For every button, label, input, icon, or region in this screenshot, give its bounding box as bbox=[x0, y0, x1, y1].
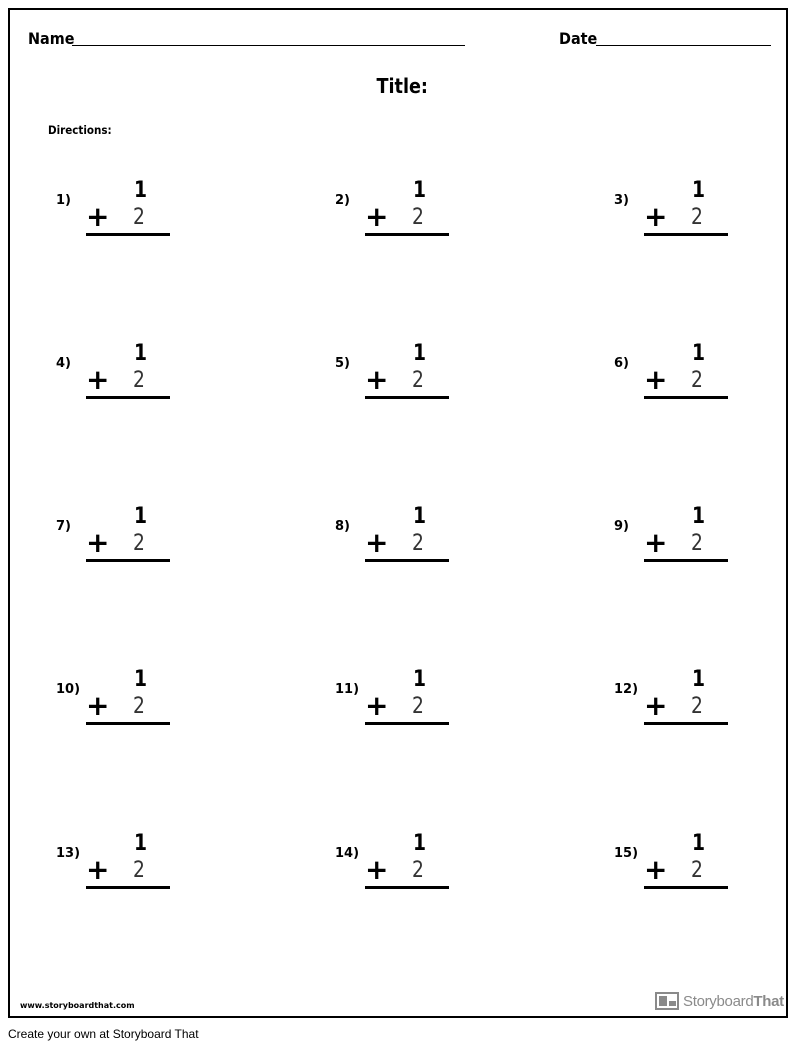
answer-line[interactable] bbox=[365, 722, 449, 725]
directions-label: Directions: bbox=[48, 123, 112, 137]
addend-bottom: 2 bbox=[412, 368, 424, 393]
problem-number: 4) bbox=[56, 356, 71, 371]
answer-line[interactable] bbox=[365, 233, 449, 236]
answer-line[interactable] bbox=[86, 722, 170, 725]
addend-top: 1 bbox=[413, 831, 427, 856]
problem-item bbox=[335, 341, 465, 411]
plus-sign: + bbox=[365, 200, 389, 233]
addend-bottom: 2 bbox=[691, 694, 703, 719]
problem-item bbox=[56, 504, 186, 574]
problem-item bbox=[335, 504, 465, 574]
plus-sign: + bbox=[644, 200, 668, 233]
storyboardthat-logo bbox=[655, 991, 784, 1011]
answer-line[interactable] bbox=[644, 233, 728, 236]
addend-top: 1 bbox=[134, 504, 148, 529]
problem-item bbox=[614, 667, 744, 737]
addend-top: 1 bbox=[134, 341, 148, 366]
plus-sign: + bbox=[86, 363, 110, 396]
answer-line[interactable] bbox=[86, 233, 170, 236]
problem-item bbox=[56, 667, 186, 737]
addend-top: 1 bbox=[134, 667, 148, 692]
problem-number: 13) bbox=[56, 846, 81, 861]
addend-bottom: 2 bbox=[412, 205, 424, 230]
problem-item bbox=[56, 178, 186, 248]
problem-number: 3) bbox=[614, 193, 629, 208]
addend-top: 1 bbox=[692, 831, 706, 856]
bottom-caption: Create your own at Storyboard That bbox=[8, 1027, 199, 1041]
plus-sign: + bbox=[365, 689, 389, 722]
addend-top: 1 bbox=[413, 504, 427, 529]
plus-sign: + bbox=[644, 689, 668, 722]
problem-number: 5) bbox=[335, 356, 350, 371]
answer-line[interactable] bbox=[86, 559, 170, 562]
addend-bottom: 2 bbox=[412, 531, 424, 556]
storyboard-logo-icon bbox=[655, 992, 679, 1010]
answer-line[interactable] bbox=[365, 886, 449, 889]
problem-number: 1) bbox=[56, 193, 71, 208]
addend-top: 1 bbox=[692, 341, 706, 366]
addend-top: 1 bbox=[413, 341, 427, 366]
problem-number: 7) bbox=[56, 519, 71, 534]
problem-number: 12) bbox=[614, 682, 639, 697]
plus-sign: + bbox=[365, 853, 389, 886]
addend-bottom: 2 bbox=[133, 531, 145, 556]
name-label: Name bbox=[28, 29, 75, 48]
addend-bottom: 2 bbox=[412, 858, 424, 883]
answer-line[interactable] bbox=[644, 396, 728, 399]
problem-number: 2) bbox=[335, 193, 350, 208]
addend-bottom: 2 bbox=[691, 858, 703, 883]
addend-top: 1 bbox=[692, 667, 706, 692]
plus-sign: + bbox=[86, 853, 110, 886]
problem-number: 14) bbox=[335, 846, 360, 861]
plus-sign: + bbox=[86, 526, 110, 559]
problem-number: 11) bbox=[335, 682, 360, 697]
date-label: Date bbox=[559, 29, 598, 48]
problem-item bbox=[335, 178, 465, 248]
footer-url: www.storyboardthat.com bbox=[20, 1001, 135, 1010]
problem-number: 10) bbox=[56, 682, 81, 697]
name-field-line[interactable] bbox=[72, 45, 465, 46]
plus-sign: + bbox=[86, 689, 110, 722]
problem-number: 6) bbox=[614, 356, 629, 371]
problem-item bbox=[56, 831, 186, 901]
addend-top: 1 bbox=[692, 504, 706, 529]
date-field-line[interactable] bbox=[596, 45, 771, 46]
plus-sign: + bbox=[86, 200, 110, 233]
answer-line[interactable] bbox=[644, 559, 728, 562]
addend-bottom: 2 bbox=[133, 368, 145, 393]
plus-sign: + bbox=[365, 526, 389, 559]
addend-bottom: 2 bbox=[691, 531, 703, 556]
plus-sign: + bbox=[365, 363, 389, 396]
answer-line[interactable] bbox=[644, 886, 728, 889]
addend-top: 1 bbox=[134, 831, 148, 856]
answer-line[interactable] bbox=[644, 722, 728, 725]
problem-number: 15) bbox=[614, 846, 639, 861]
problem-item bbox=[614, 178, 744, 248]
problem-item bbox=[335, 831, 465, 901]
problem-item bbox=[614, 341, 744, 411]
title-heading: Title: bbox=[376, 74, 428, 98]
problem-item bbox=[56, 341, 186, 411]
answer-line[interactable] bbox=[365, 396, 449, 399]
addend-bottom: 2 bbox=[691, 205, 703, 230]
problem-item bbox=[614, 831, 744, 901]
problem-number: 9) bbox=[614, 519, 629, 534]
addend-bottom: 2 bbox=[133, 205, 145, 230]
addend-top: 1 bbox=[413, 178, 427, 203]
answer-line[interactable] bbox=[86, 886, 170, 889]
problem-number: 8) bbox=[335, 519, 350, 534]
plus-sign: + bbox=[644, 526, 668, 559]
answer-line[interactable] bbox=[86, 396, 170, 399]
addend-top: 1 bbox=[134, 178, 148, 203]
answer-line[interactable] bbox=[365, 559, 449, 562]
problem-item bbox=[335, 667, 465, 737]
addend-top: 1 bbox=[413, 667, 427, 692]
plus-sign: + bbox=[644, 853, 668, 886]
addend-bottom: 2 bbox=[691, 368, 703, 393]
addend-bottom: 2 bbox=[412, 694, 424, 719]
addend-bottom: 2 bbox=[133, 694, 145, 719]
plus-sign: + bbox=[644, 363, 668, 396]
addend-top: 1 bbox=[692, 178, 706, 203]
addend-bottom: 2 bbox=[133, 858, 145, 883]
problem-item bbox=[614, 504, 744, 574]
logo-text: StoryboardThat bbox=[683, 992, 784, 1010]
